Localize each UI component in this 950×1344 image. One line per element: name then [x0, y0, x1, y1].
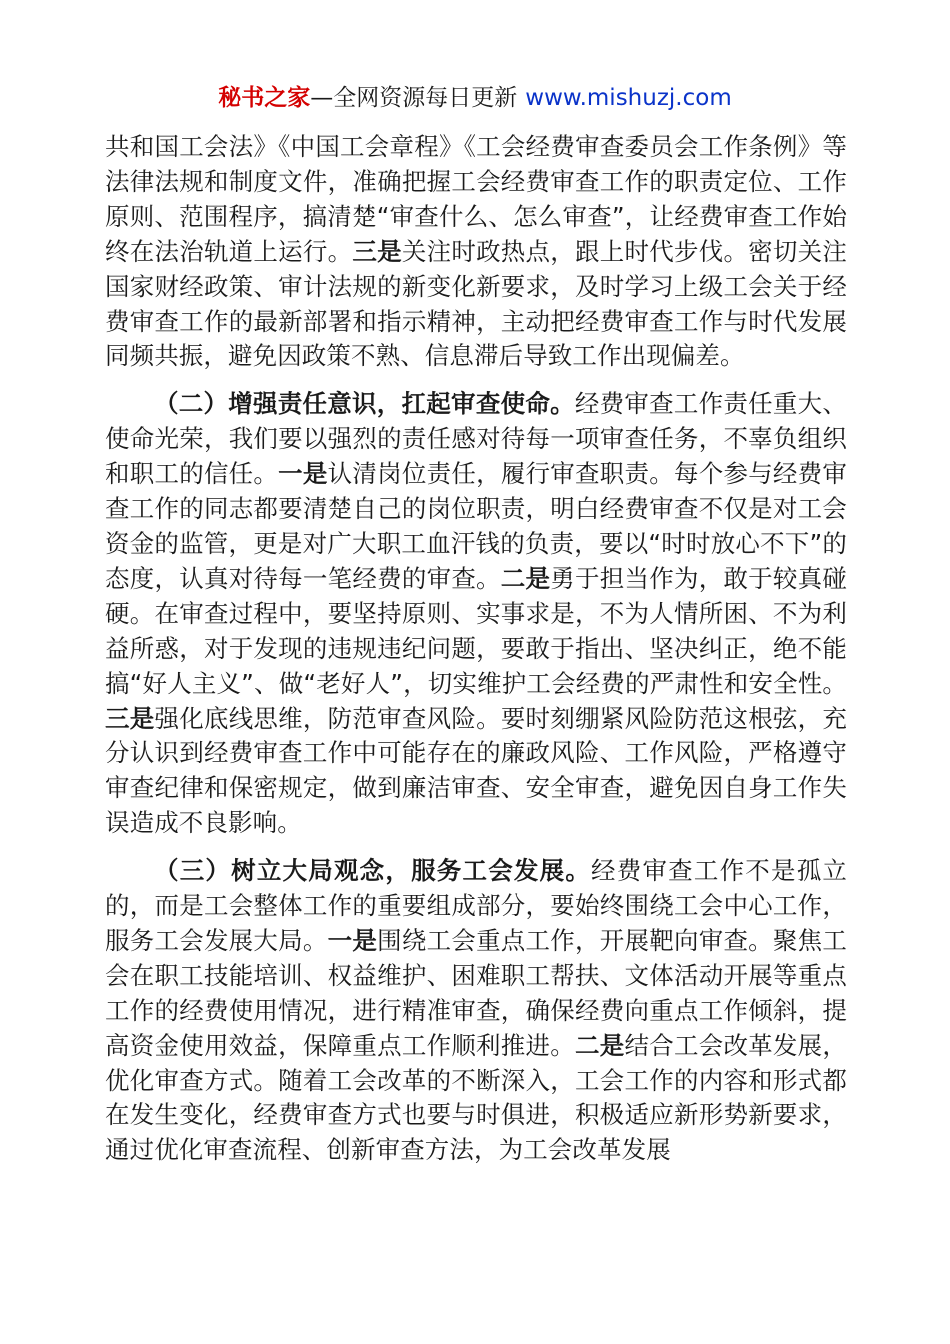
emphasis-marker: 一是	[327, 925, 378, 955]
paragraph-text: 强化底线思维，防范审查风险。要时刻绷紧风险防范这根弦，充分认识到经费审查工作中可能存在的廉政风险、工作风险，严格遵守审查纪律和保密规定，做到廉洁审查、安全审查，避免因自身工作失误造成不良影响。	[105, 703, 848, 838]
emphasis-marker: 一是	[278, 459, 328, 489]
paragraph-text: 关注时政热点，跟上时代步伐。密切关注国家财经政策、审计法规的新变化新要求，及时学习上级工会关于经费审查工作的最新部署和指示精神，主动把经费审查工作与时代发展同频共振，避免因政策不熟、信息滞后导致工作出现偏差。	[105, 236, 847, 371]
section-heading: （二）增强责任意识，扛起审查使命。	[154, 389, 575, 419]
emphasis-marker: 二是	[575, 1030, 625, 1060]
paragraph-text: 勇于担当作为，敢于较真碰硬。在审查过程中，要坚持原则、实事求是，不为人情所困、不为利益所惑，对于发现的违规违纪问题，要敢于指出、坚决纠正，绝不能搞“好人主义”、做“老好人”，切实维护工会经费的严肃性和安全性。	[105, 563, 847, 698]
document-body	[105, 130, 847, 1168]
paragraph-text: 经费审查工作责任重大、使命光荣，我们要以强烈的责任感对待每一项审查任务，不辜负组织和职工的信任。	[105, 389, 847, 489]
brand-name: 秘书之家	[218, 85, 311, 111]
emphasis-marker: 二是	[500, 563, 551, 593]
paragraph-text: 经费审查工作不是孤立的，而是工会整体工作的重要组成部分，要始终围绕工会中心工作，服务工会发展大局。	[105, 856, 847, 955]
paragraph-text: 认清岗位责任，履行审查职责。每个参与经费审查工作的同志都要清楚自己的岗位职责，明白经费审查不仅是对工会资金的监管，更是对广大职工血汗钱的负责，要以“时时放心不下”的态度，认真对待每一笔经费的审查。	[105, 459, 848, 593]
header-tagline: —全网资源每日更新	[310, 85, 518, 111]
paragraph-text: 围绕工会重点工作，开展靶向审查。聚焦工会在职工技能培训、权益维护、困难职工帮扶、文体活动开展等重点工作的经费使用情况，进行精准审查，确保经费向重点工作倾斜，提高资金使用效益，保障重点工作顺利推进。	[105, 925, 847, 1060]
emphasis-marker: 三是	[105, 703, 155, 733]
paragraph-1	[105, 130, 847, 374]
paragraph-text: 结合工会改革发展，优化审查方式。随着工会改革的不断深入，工会工作的内容和形式都在发生变化，经费审查方式也要与时俱进，积极适应新形势新要求，通过优化审查流程、创新审查方法，为工会改革发展	[105, 1030, 847, 1165]
paragraph-3	[105, 854, 847, 1168]
paragraph-2	[105, 387, 847, 841]
paragraph-text: 共和国工会法》《中国工会章程》《工会经费审查委员会工作条例》等法律法规和制度文件，准确把握工会经费审查工作的职责定位、工作原则、范围程序，搞清楚“审查什么、怎么审查”，让经费审查工作始终在法治轨道上运行。	[105, 132, 847, 266]
site-url[interactable]: www.mishuzj.com	[525, 85, 732, 111]
emphasis-marker: 三是	[352, 236, 402, 266]
page-header	[0, 78, 950, 118]
section-heading: （三）树立大局观念，服务工会发展。	[154, 856, 592, 886]
